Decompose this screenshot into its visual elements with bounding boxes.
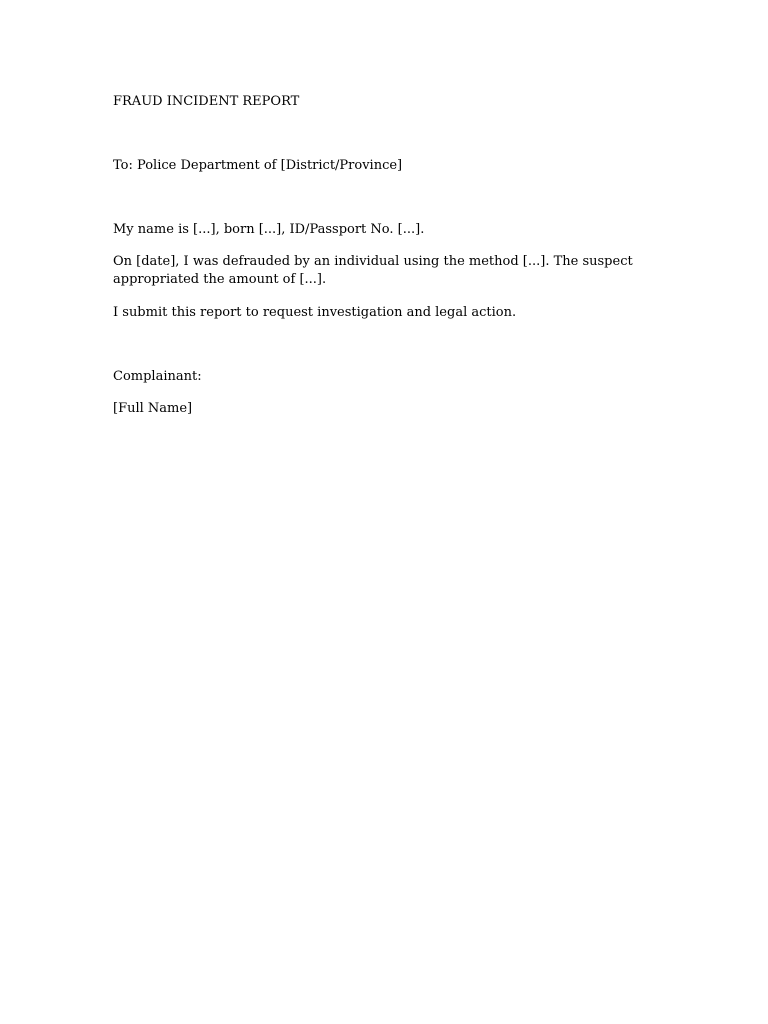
complainant-label: Complainant:: [113, 369, 202, 384]
recipient-line: To: Police Department of [District/Province]: [113, 158, 403, 173]
document-title: FRAUD INCIDENT REPORT: [113, 94, 300, 109]
complainant-name: [Full Name]: [113, 401, 193, 416]
incident-paragraph: On [date], I was defrauded by an individual using the method [...]. The suspect appropriated the amount of [...].: [113, 254, 633, 287]
request-paragraph: I submit this report to request investigation and legal action.: [113, 305, 517, 320]
identity-paragraph: My name is [...], born [...], ID/Passport No. [...].: [113, 222, 425, 237]
